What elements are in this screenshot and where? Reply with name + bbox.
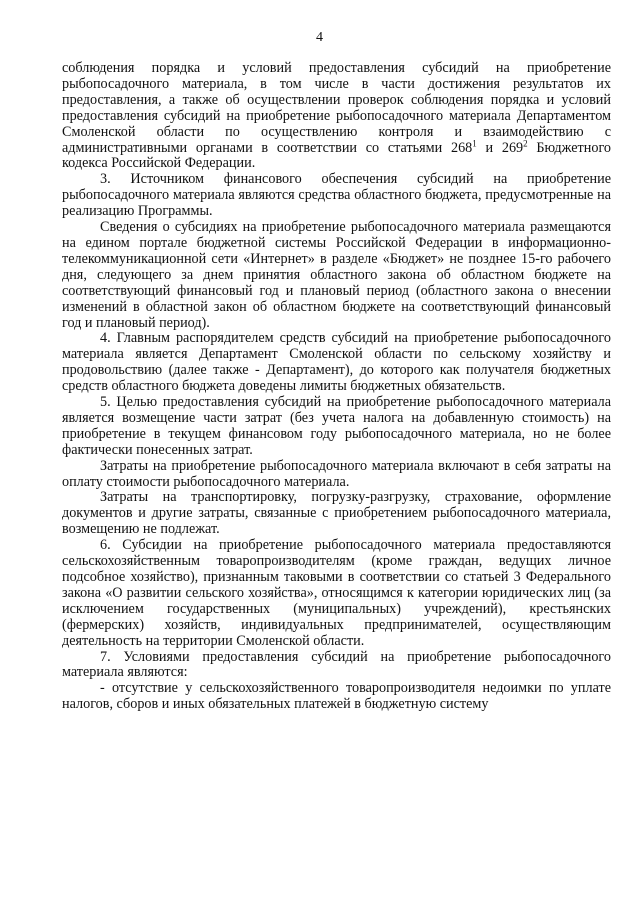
paragraph-continuation (62, 61, 611, 172)
paragraph-condition-1: - отсутствие у сельскохозяйственного товаропроизводителя недоимки по уплате налогов, сборов и иных обязательных платежей в бюджетную систему (62, 680, 611, 713)
paragraph-costs-excluded: Затраты на транспортировку, погрузку-разгрузку, страхование, оформление документов и другие затраты, связанные с приобретением рыбопосадочного материала, возмещению не подлежат. (62, 489, 611, 538)
paragraph-costs-included: Затраты на приобретение рыбопосадочного материала включают в себя затраты на оплату стоимости рыбопосадочного материала. (62, 457, 611, 490)
paragraph-item-3: 3. Источником финансового обеспечения субсидий на приобретение рыбопосадочного материала являются средства областного бюджета, предусмотренные на реализацию Программы. (62, 171, 611, 220)
paragraph-text: соблюдения порядка и условий предоставления субсидий на приобретение рыбопосадочного материала, в том числе в части достижения результатов их предоставления, а также об осуществлении проверок соблюдения порядка и условий предоставления субсидий на приобретение рыбопосадочного материала Департаментом Смоленской области по осуществлению контроля и взаимодействию с административными органами в соответствии со статьями 268 (62, 60, 611, 156)
paragraph-item-7: 7. Условиями предоставления субсидий на приобретение рыбопосадочного материала являются: (62, 648, 611, 681)
paragraph-item-4: 4. Главным распорядителем средств субсидий на приобретение рыбопосадочного материала является Департамент Смоленской области по сельскому хозяйству и продовольствию (далее также - Департамент), до которого как получателя бюджетных средств областного бюджета доведены лимиты бюджетных обязательств. (62, 330, 611, 395)
paragraph-text: и 269 (476, 139, 524, 156)
footnote-superscript: 1 (472, 137, 477, 148)
footnote-superscript: 2 (523, 137, 528, 148)
page-number: 4 (316, 30, 323, 45)
paragraph-item-6: 6. Субсидии на приобретение рыбопосадочного материала предоставляются сельскохозяйственным товаропроизводителям (кроме граждан, ведущих личное подсобное хозяйство), признанным таковыми в соответствии со статьей 3 Федерального закона «О развитии сельского хозяйства», относящимся к категории юридических лиц (за исключением государственных (муниципальных) учреждений), крестьянских (фермерских) хозяйств, индивидуальных предпринимателей, осуществляющим деятельность на территории Смоленской области. (62, 537, 611, 649)
paragraph-text: Бюджетного кодекса Российской Федерации. (62, 139, 612, 172)
document-body (62, 61, 611, 713)
paragraph-item-5: 5. Целью предоставления субсидий на приобретение рыбопосадочного материала является возмещение части затрат (без учета налога на добавленную стоимость) на приобретение в текущем финансовом году рыбопосадочного материала, но не более фактически понесенных затрат. (62, 394, 611, 458)
paragraph-subsidy-info: Сведения о субсидиях на приобретение рыбопосадочного материала размещаются на едином портале бюджетной системы Российской Федерации в информационно-телекоммуникационной сети «Интернет» в разделе «Бюджет» не позднее 15-го рабочего дня, следующего за днем принятия областного закона об областном бюджете на соответствующий финансовый год и плановый период (областного закона о внесении изменений в областной закон об областном бюджете на соответствующий финансовый год и плановый период). (62, 219, 611, 331)
